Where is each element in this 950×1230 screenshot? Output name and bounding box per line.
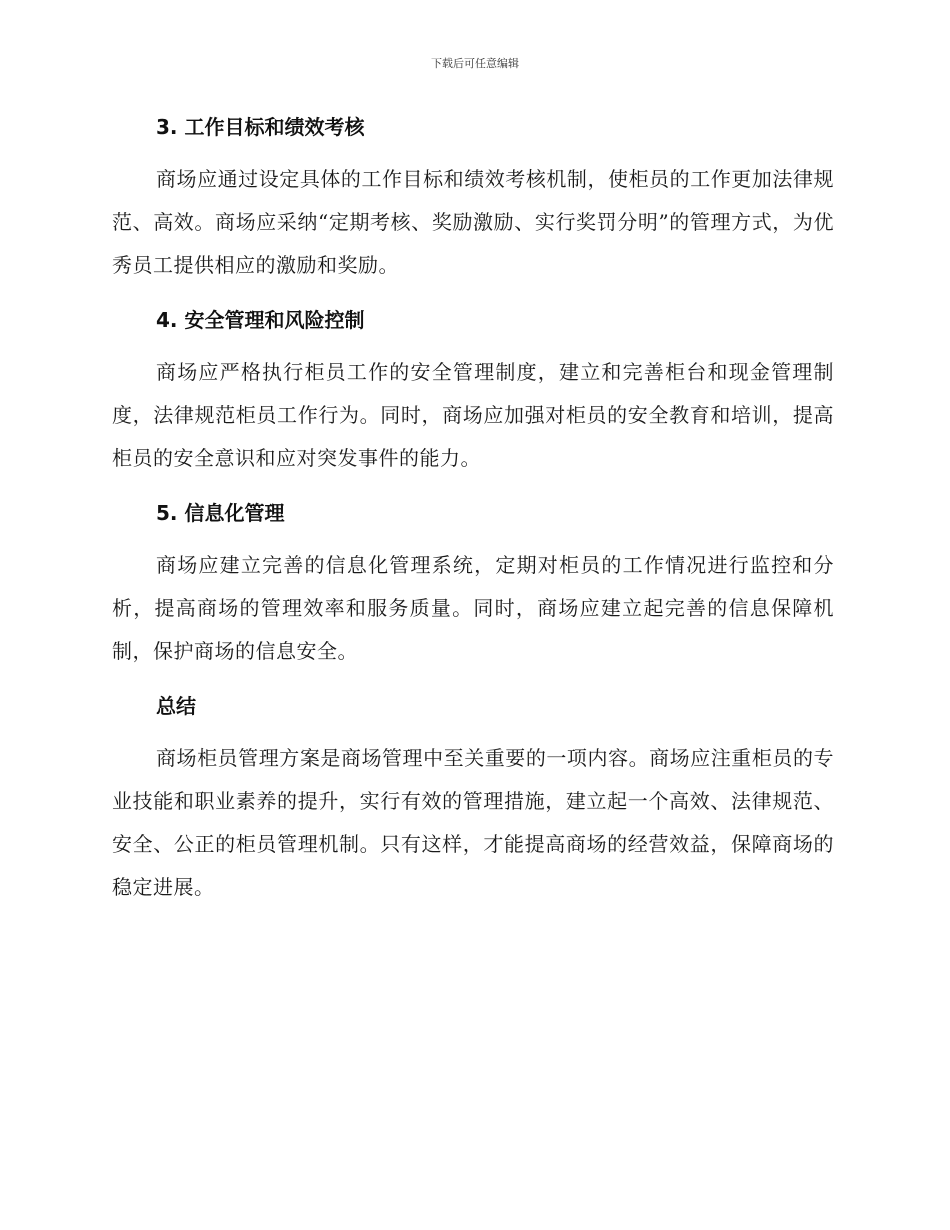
- document-body: [112, 110, 834, 925]
- section-paragraph-work-goals: 商场应通过设定具体的工作目标和绩效考核机制，使柜员的工作更加法律规范、高效。商场应采纳“定期考核、奖励激励、实行奖罚分明”的管理方式，为优秀员工提供相应的激励和奖励。: [112, 167, 834, 277]
- section-paragraph-summary: 商场柜员管理方案是商场管理中至关重要的一项内容。商场应注重柜员的专业技能和职业素养的提升，实行有效的管理措施，建立起一个高效、法律规范、安全、公正的柜员管理机制。只有这样，才能提高商场的经营效益，保障商场的稳定进展。: [112, 746, 834, 899]
- section-heading-informatization: 5. 信息化管理: [156, 501, 285, 525]
- section-paragraph-informatization: 商场应建立完善的信息化管理系统，定期对柜员的工作情况进行监控和分析，提高商场的管理效率和服务质量。同时，商场应建立起完善的信息保障机制，保护商场的信息安全。: [112, 553, 834, 663]
- section-paragraph-safety: 商场应严格执行柜员工作的安全管理制度，建立和完善柜台和现金管理制度，法律规范柜员工作行为。同时，商场应加强对柜员的安全教育和培训，提高柜员的安全意识和应对突发事件的能力。: [112, 360, 834, 470]
- section-heading-summary: 总结: [156, 694, 196, 718]
- section-heading-safety: 4. 安全管理和风险控制: [156, 308, 365, 332]
- header-note: 下载后可任意编辑: [431, 57, 519, 70]
- section-heading-work-goals: 3. 工作目标和绩效考核: [156, 115, 365, 139]
